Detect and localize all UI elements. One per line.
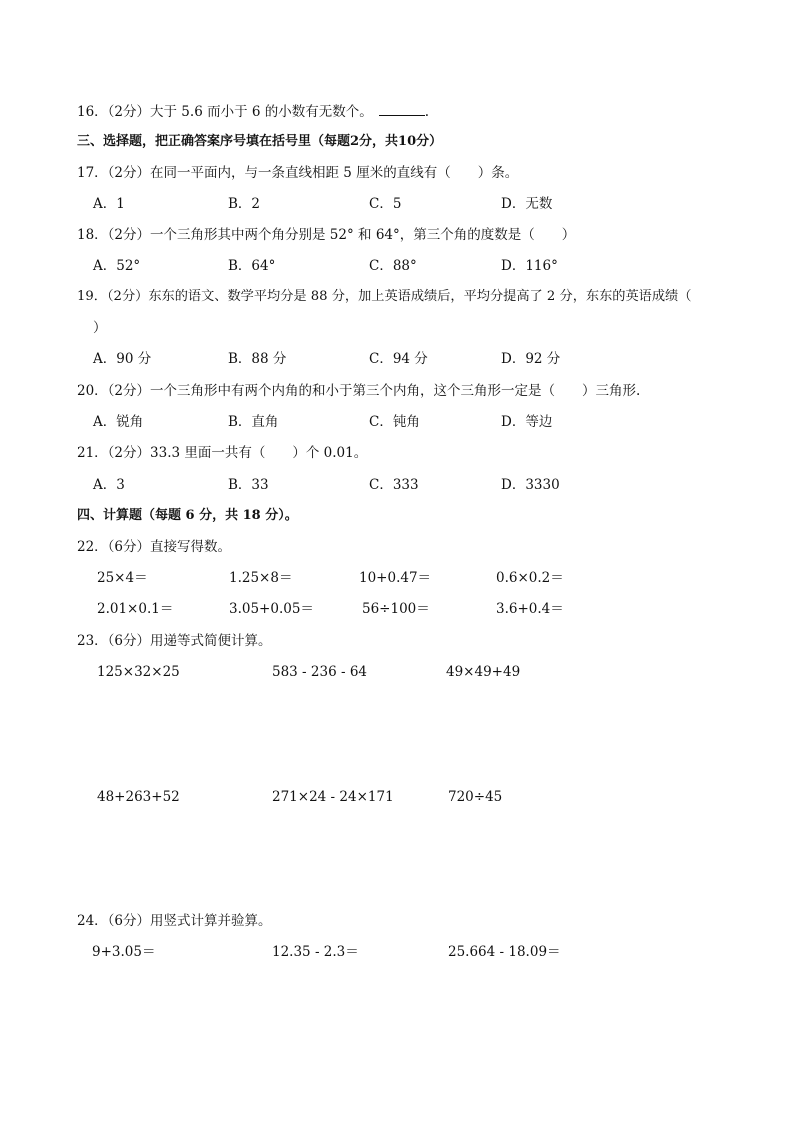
question-23-text: 23．（6分）用递等式简便计算。 [77,633,272,649]
question-19-text-cont: ） [93,320,107,336]
q18-option-a[interactable]: A．52° [93,258,141,274]
q24-item: 25.664 - 18.09＝ [448,944,561,960]
section-4-title: 四、计算题（每题 6 分，共 18 分）。 [77,508,298,523]
q18-option-b[interactable]: B．64° [228,258,276,274]
q21-option-c[interactable]: C．333 [369,477,419,493]
question-17-text: 17．（2分）在同一平面内，与一条直线相距 5 厘米的直线有（ ）条。 [77,165,519,181]
q20-option-a[interactable]: A．锐角 [93,414,144,430]
q22-item: 56÷100＝ [362,601,430,617]
q24-item: 9+3.05＝ [92,944,156,960]
q23-item: 583 - 236 - 64 [272,664,368,680]
question-16 [77,102,429,121]
q22-item: 10+0.47＝ [359,570,432,586]
question-24-text: 24．（6分）用竖式计算并验算。 [77,913,272,929]
q22-item: 25×4＝ [97,570,148,586]
section-3-title: 三、选择题，把正确答案序号填在括号里（每题2分，共10分） [77,134,443,149]
q19-option-c[interactable]: C．94 分 [369,351,428,367]
q21-option-d[interactable]: D．3330 [501,477,560,493]
q17-option-b[interactable]: B．2 [228,196,261,212]
q18-option-d[interactable]: D．116° [501,258,558,274]
q21-option-b[interactable]: B．33 [228,477,269,493]
question-21-text: 21．（2分）33.3 里面一共有（ ）个 0.01。 [77,445,368,461]
q19-option-d[interactable]: D．92 分 [501,351,561,367]
q22-item: 3.05+0.05＝ [229,601,314,617]
q20-option-b[interactable]: B．直角 [228,414,279,430]
q21-option-a[interactable]: A．3 [93,477,125,493]
q23-item: 125×32×25 [97,664,180,680]
q20-option-d[interactable]: D．等边 [501,414,553,430]
question-20-text: 20．（2分）一个三角形中有两个内角的和小于第三个内角，这个三角形一定是（ ）三角形. [77,383,641,399]
q17-option-a[interactable]: A．1 [93,196,125,212]
q22-item: 3.6+0.4＝ [496,601,564,617]
q17-option-d[interactable]: D．无数 [501,196,553,212]
q23-item: 271×24 - 24×171 [272,789,394,805]
q23-item: 48+263+52 [97,789,180,805]
q19-option-a[interactable]: A．90 分 [93,351,152,367]
q22-item: 0.6×0.2＝ [496,570,564,586]
q18-option-c[interactable]: C．88° [369,258,417,274]
question-16-tail: . [424,104,430,120]
question-16-text: 16．（2分）大于 5.6 而小于 6 的小数有无数个。 [77,104,373,120]
q22-item: 1.25×8＝ [229,570,293,586]
question-19-text: 19．（2分）东东的语文、数学平均分是 88 分，加上英语成绩后，平均分提高了 2 分，东东的英语成绩（ [77,289,692,304]
q19-option-b[interactable]: B．88 分 [228,351,287,367]
q24-item: 12.35 - 2.3＝ [272,944,359,960]
q22-item: 2.01×0.1＝ [97,601,174,617]
q23-item: 720÷45 [448,789,503,805]
q20-option-c[interactable]: C．钝角 [369,414,420,430]
q17-option-c[interactable]: C．5 [369,196,402,212]
question-18-text: 18．（2分）一个三角形其中两个角分别是 52° 和 64°，第三个角的度数是（ ） [77,227,576,243]
q23-item: 49×49+49 [446,664,521,680]
question-22-text: 22．（6分）直接写得数。 [77,539,232,555]
answer-blank[interactable] [379,102,425,116]
